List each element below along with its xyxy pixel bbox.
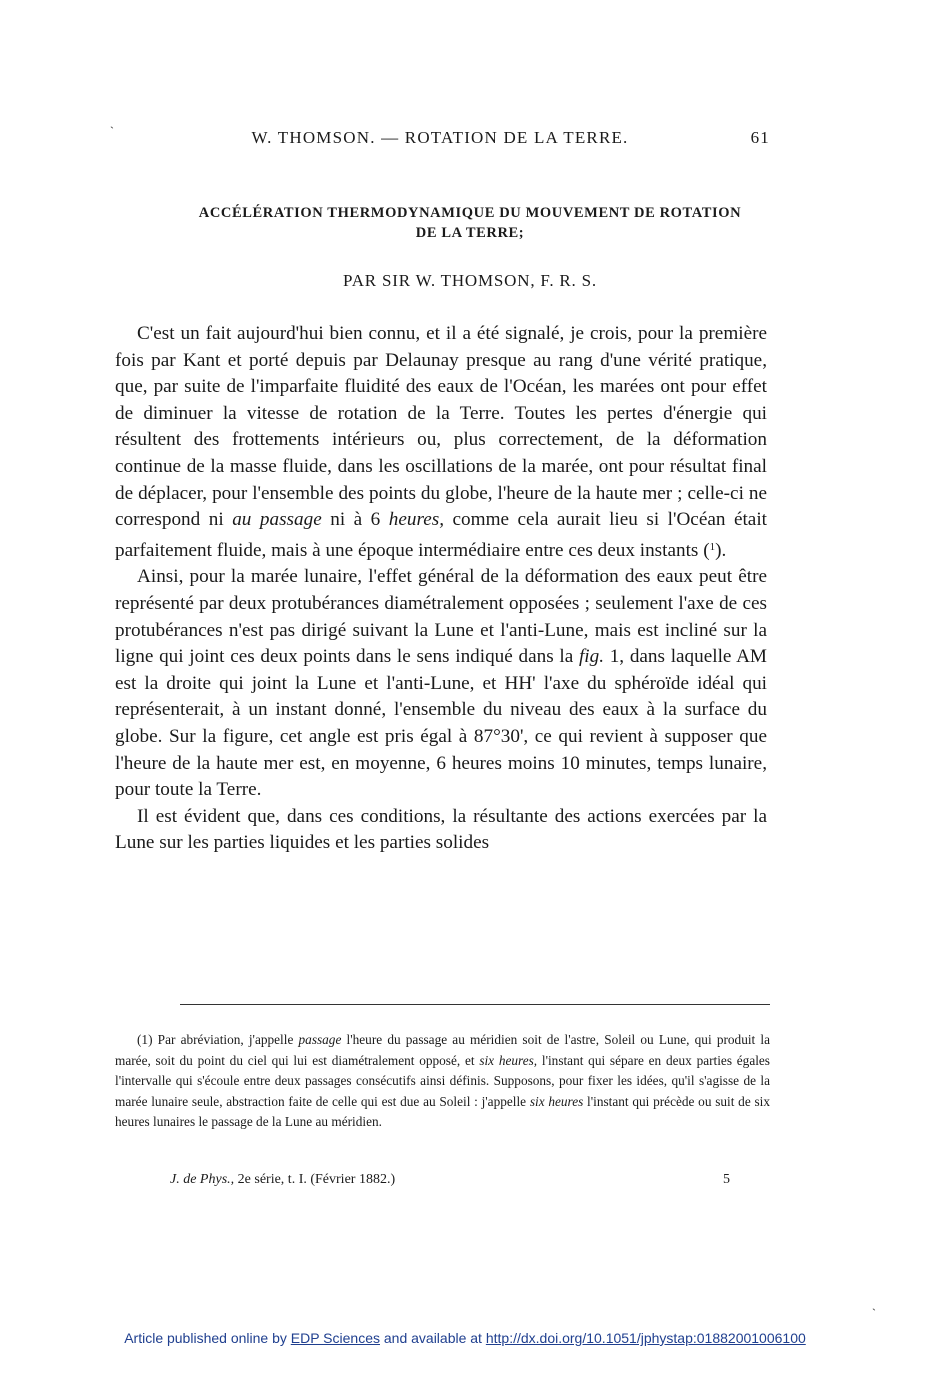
footnote-divider <box>180 1004 770 1005</box>
paragraph-1: C'est un fait aujourd'hui bien connu, et il a été signalé, je crois, pour la première fois par Kant et porté depuis par Delaunay presque au rang d'une vérité pratique, que, par suite de l'imparfaite fluidité des eaux de l'Océan, les marées ont pour effet de diminuer la vitesse de rotation de la Terre. Toutes les pertes d'énergie qui résultent des frottements intérieurs ou, plus correctement, de la déformation continue de la masse fluide, dans les oscillations de la marée, ont pour résultat final de déplacer, pour l'ensemble des points du globe, l'heure de la haute mer ; celle-ci ne correspond ni au passage ni à 6 heures, comme cela aurait lieu si l'Océan était parfaitement fluide, mais à une époque intermédiaire entre ces deux instants ($^1$). <box>115 323 767 561</box>
page-number: 61 <box>750 128 770 147</box>
running-header <box>110 124 770 154</box>
publisher-credit: Article published online by EDP Sciences and available at http://dx.doi.org/10.1051/jphystap:01882001006100 <box>124 1330 806 1346</box>
doi-link[interactable]: http://dx.doi.org/10.1051/jphystap:01882001006100 <box>485 1330 806 1346</box>
publisher-link[interactable]: EDP Sciences <box>290 1330 380 1346</box>
bottom-mark: ` <box>872 1306 876 1320</box>
paragraph-2: Ainsi, pour la marée lunaire, l'effet général de la déformation des eaux peut être représenté par deux protubérances diamétralement opposées ; seulement l'axe de ces protubérances n'est pas dirigé suivant la Lune et l'anti-Lune, mais est incliné sur la ligne qui joint ces deux points dans le sens indiqué dans la fig. 1, dans laquelle AM est la droite qui joint la Lune et l'anti-Lune, et HH' l'axe du sphéroïde idéal qui représenterait, à un instant donné, l'ensemble du niveau des eaux à la surface du globe. Sur la figure, cet angle est pris égal à 87°30', ce qui revient à supposer que l'heure de la haute mer est, en moyenne, 6 heures moins 10 minutes, temps lunaire, pour toute la Terre. <box>115 566 767 801</box>
title-line-1: ACCÉLÉRATION THERMODYNAMIQUE DU MOUVEMENT DE ROTATION <box>198 205 742 221</box>
footnote: (1) Par abréviation, j'appelle passage l'heure du passage au méridien soit de l'astre, Soleil ou Lune, qui produit la marée, soit du point du ciel qui lui est diamétralement opposé, et six heures, l'instant qui sépare en deux parties égales l'intervalle qui s'écoule entre deux passages consécutifs ainsi définis. Supposons, pour fixer les idées, qu'il s'agisse de la marée lunaire seule, abstraction faite de celle qui est due au Soleil : j'appelle six heures l'instant qui précède ou suit de six heures lunaires le passage de la Lune au méridien. <box>115 1032 770 1129</box>
article-title <box>110 203 830 243</box>
footnote-ref: 1 <box>709 540 716 553</box>
article-body <box>115 321 767 857</box>
journal-reference: J. de Phys., 2e série, t. I. (Février 1882.) 5 <box>170 1172 730 1187</box>
header-mark: ` <box>110 124 116 138</box>
footnote-marker: (1) <box>137 1032 153 1047</box>
author-byline: PAR SIR W. THOMSON, F. R. S. <box>343 271 597 290</box>
running-title: W. THOMSON. — ROTATION DE LA TERRE. <box>251 128 629 147</box>
signature-mark: 5 <box>723 1172 730 1187</box>
title-line-2: DE LA TERRE; <box>415 225 525 241</box>
paragraph-3: Il est évident que, dans ces conditions, la résultante des actions exercées par la Lune sur les parties liquides et les parties solides <box>115 805 767 854</box>
